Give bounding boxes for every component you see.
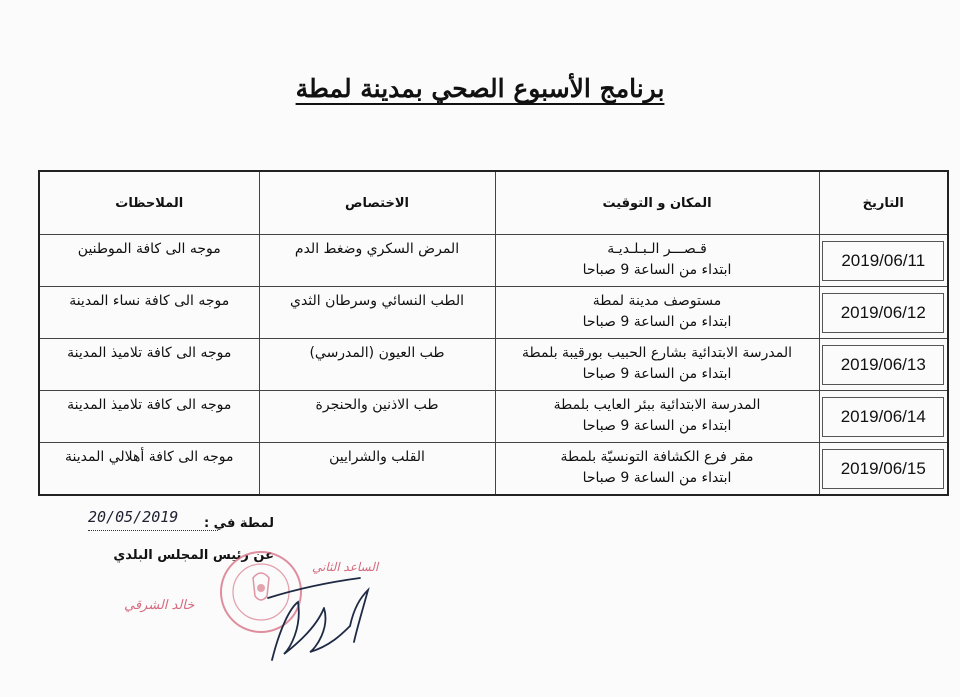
specialty-text: طب العيون (المدرسي) xyxy=(309,345,445,361)
date-text: 2019/06/13 xyxy=(822,345,944,385)
table-row xyxy=(39,287,948,339)
handwritten-date: 20/05/2019 xyxy=(88,508,218,531)
date-text: 2019/06/11 xyxy=(822,241,944,281)
cell-specialty xyxy=(259,339,495,391)
cell-specialty xyxy=(259,391,495,443)
place-text: المدرسة الابتدائية ببئر العايب بلمطة xyxy=(553,397,761,413)
cell-notes xyxy=(39,287,259,339)
date-text: 2019/06/12 xyxy=(822,293,944,333)
notes-text: موجه الى كافة نساء المدينة xyxy=(69,293,230,309)
table-row xyxy=(39,443,948,496)
time-text: ابتداء من الساعة 9 صباحا xyxy=(582,418,732,434)
stamp-title: الساعد الثاني xyxy=(312,560,379,574)
cell-place xyxy=(495,443,819,496)
place-text: مقر فرع الكشافة التونسيّة بلمطة xyxy=(560,449,754,465)
place-text: قـصـــر الـبـلـديـة xyxy=(607,241,707,257)
place-label: لمطة في : xyxy=(203,516,274,531)
date-text: 2019/06/14 xyxy=(822,397,944,437)
notes-text: موجه الى كافة تلاميذ المدينة xyxy=(67,345,232,361)
header-place: المكان و التوقيت xyxy=(495,171,819,235)
cell-specialty xyxy=(259,235,495,287)
time-text: ابتداء من الساعة 9 صباحا xyxy=(582,262,732,278)
cell-place xyxy=(495,287,819,339)
header-notes: الملاحظات xyxy=(39,171,259,235)
specialty-text: المرض السكري وضغط الدم xyxy=(294,241,460,257)
place-text: مستوصف مدينة لمطة xyxy=(592,293,722,309)
cell-specialty xyxy=(259,443,495,496)
specialty-text: طب الاذنين والحنجرة xyxy=(315,397,439,413)
specialty-text: الطب النسائي وسرطان الثدي xyxy=(289,293,465,309)
specialty-text: القلب والشرايين xyxy=(329,449,425,465)
notes-text: موجه الى كافة أهلالي المدينة xyxy=(65,449,234,465)
header-date: التاريخ xyxy=(819,171,948,235)
cell-notes xyxy=(39,443,259,496)
cell-notes xyxy=(39,235,259,287)
handwritten-signature xyxy=(250,568,380,668)
cell-place xyxy=(495,235,819,287)
cell-specialty xyxy=(259,287,495,339)
notes-text: موجه الى كافة الموطنين xyxy=(77,241,221,257)
cell-date xyxy=(819,391,948,443)
table-header-row xyxy=(39,171,948,235)
table-row xyxy=(39,391,948,443)
notes-text: موجه الى كافة تلاميذ المدينة xyxy=(67,397,232,413)
table-row xyxy=(39,339,948,391)
time-text: ابتداء من الساعة 9 صباحا xyxy=(582,366,732,382)
cell-date xyxy=(819,287,948,339)
time-text: ابتداء من الساعة 9 صباحا xyxy=(582,470,732,486)
cell-notes xyxy=(39,391,259,443)
cell-place xyxy=(495,391,819,443)
schedule-table xyxy=(38,170,949,496)
stamp-name: خالد الشرقي xyxy=(124,598,195,613)
cell-notes xyxy=(39,339,259,391)
page-title xyxy=(0,74,960,114)
date-text: 2019/06/15 xyxy=(822,449,944,489)
title-text: برنامج الأسبوع الصحي بمدينة لمطة xyxy=(295,74,665,103)
table-row xyxy=(39,235,948,287)
cell-date xyxy=(819,443,948,496)
cell-date xyxy=(819,339,948,391)
signatory-label: عن رئيس المجلس البلدي xyxy=(113,548,274,563)
place-text: المدرسة الابتدائية بشارع الحبيب بورقيبة بلمطة xyxy=(521,345,792,361)
cell-date xyxy=(819,235,948,287)
time-text: ابتداء من الساعة 9 صباحا xyxy=(582,314,732,330)
cell-place xyxy=(495,339,819,391)
header-specialty: الاختصاص xyxy=(259,171,495,235)
